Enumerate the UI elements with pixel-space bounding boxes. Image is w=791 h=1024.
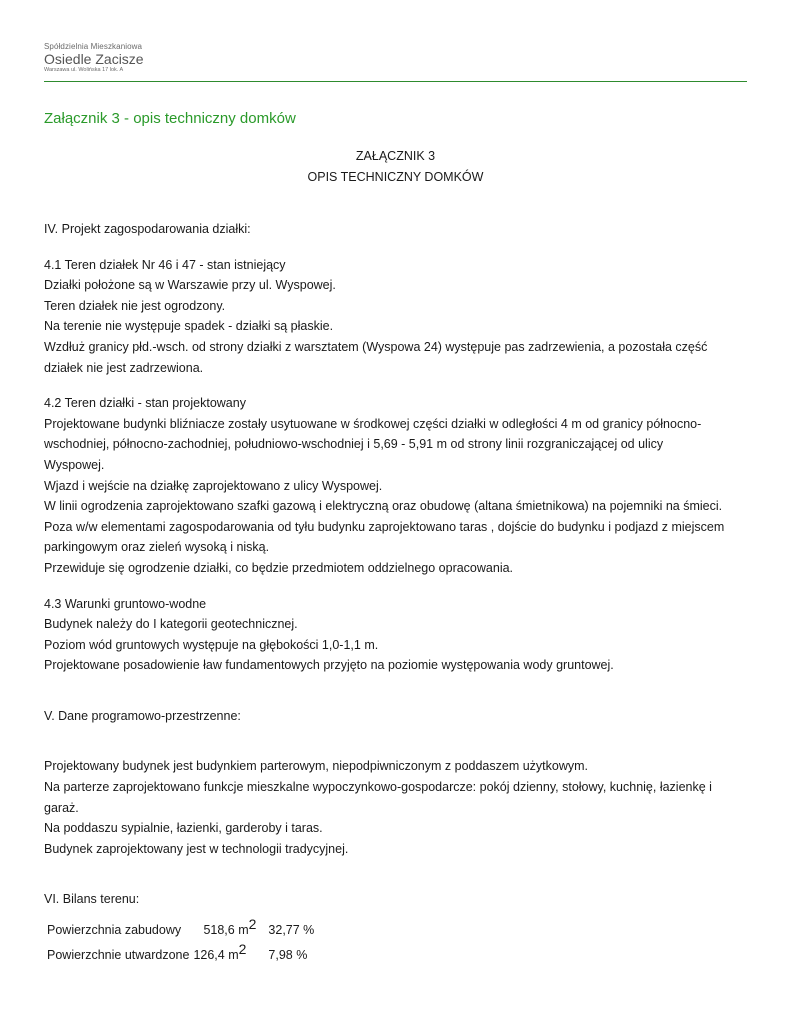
section-5-title: V. Dane programowo-przestrzenne:: [44, 708, 241, 723]
paragraph-line: Poza w/w elementami zagospodarowania od tyłu budynku zaprojektowano taras , dojście do budynku i podjazd z miejscem: [44, 519, 725, 534]
logo-line-2: Osiedle Zacisze: [44, 51, 144, 67]
bilans-table: [47, 912, 318, 962]
heading-line-2: OPIS TECHNICZNY DOMKÓW: [307, 170, 484, 184]
table-cell-label: Powierzchnia zabudowy: [47, 923, 182, 937]
paragraph-line: Wzdłuż granicy płd.-wsch. od strony działki z warsztatem (Wyspowa 24) występuje pas zadrzewienia, a pozostała część: [44, 339, 708, 354]
paragraph-line: Wjazd i wejście na działkę zaprojektowano z ulicy Wyspowej.: [44, 478, 383, 493]
paragraph-line: Projektowane posadowienie ław fundamentowych przyjęto na poziomie występowania wody gruntowej.: [44, 658, 614, 673]
table-cell-percent: 32,77 %: [268, 923, 315, 937]
subsection-4-1-title: 4.1 Teren działek Nr 46 i 47 - stan istniejący: [44, 257, 286, 272]
logo: [44, 43, 144, 74]
paragraph-line: Przewiduje się ogrodzenie działki, co będzie przedmiotem oddzielnego opracowania.: [44, 560, 514, 575]
table-row: [47, 912, 318, 937]
paragraph-line: Na parterze zaprojektowano funkcje mieszkalne wypoczynkowo-gospodarcze: pokój dzienny, stołowy, kuchnię, łazienkę i: [44, 780, 712, 795]
paragraph-line: działek nie jest zadrzewiona.: [44, 360, 204, 375]
area-exponent: 2: [248, 916, 257, 932]
paragraph-line: parkingowym oraz zieleń wysoką i niską.: [44, 540, 270, 555]
table-cell-value: [193, 912, 260, 937]
paragraph-line: Poziom wód gruntowych występuje na głębokości 1,0-1,1 m.: [44, 637, 379, 652]
paragraph-line: W linii ogrodzenia zaprojektowano szafki gazową i elektryczną oraz obudowę (altana śmietnikowa) na pojemniki na śmieci.: [44, 499, 723, 514]
header-divider: [44, 81, 747, 82]
paragraph-line: Projektowany budynek jest budynkiem parterowym, niepodpiwniczonym z poddaszem użytkowym.: [44, 759, 589, 774]
logo-line-3: Warszawa ul. Wolińska 17 lok. A: [44, 67, 124, 73]
section-4-title: IV. Projekt zagospodarowania działki:: [44, 222, 251, 236]
paragraph-line: Na poddaszu sypialnie, łazienki, garderoby i taras.: [44, 821, 323, 836]
table-row: [47, 937, 318, 962]
logo-line-1: Spółdzielnia Mieszkaniowa: [44, 42, 143, 51]
section-6-title: VI. Bilans terenu:: [44, 892, 140, 907]
paragraph-line: Wyspowej.: [44, 457, 105, 472]
paragraph-line: Działki położone są w Warszawie przy ul. Wyspowej.: [44, 278, 336, 293]
subsection-4-2-title: 4.2 Teren działki - stan projektowany: [44, 396, 246, 411]
paragraph-line: Teren działek nie jest ogrodzony.: [44, 298, 226, 313]
document-body: [44, 219, 749, 910]
heading-line-1: ZAŁĄCZNIK 3: [355, 149, 436, 163]
table-cell-percent: 7,98 %: [268, 948, 308, 962]
paragraph-line: Budynek należy do I kategorii geotechnicznej.: [44, 617, 298, 632]
subsection-4-3-title: 4.3 Warunki gruntowo-wodne: [44, 596, 207, 611]
paragraph-line: wschodniej, północno-zachodniej, południowo-wschodniej i 5,69 - 5,91 m od strony linii rozgraniczającej od ulicy: [44, 437, 664, 452]
area-value: 518,6 m: [203, 923, 249, 937]
area-exponent: 2: [238, 941, 247, 957]
paragraph-line: Na terenie nie występuje spadek - działki są płaskie.: [44, 319, 334, 334]
table-cell-label: Powierzchnie utwardzone: [47, 948, 190, 962]
paragraph-line: garaż.: [44, 800, 79, 815]
paragraph-line: Budynek zaprojektowany jest w technologii tradycyjnej.: [44, 841, 349, 856]
paragraph-line: Projektowane budynki bliźniacze zostały usytuowane w środkowej części działki w odległości 4 m od granicy północno-: [44, 416, 702, 431]
area-value: 126,4 m: [193, 948, 239, 962]
page-title: Załącznik 3 - opis techniczny domków: [44, 110, 296, 127]
table-cell-value: [193, 937, 260, 962]
